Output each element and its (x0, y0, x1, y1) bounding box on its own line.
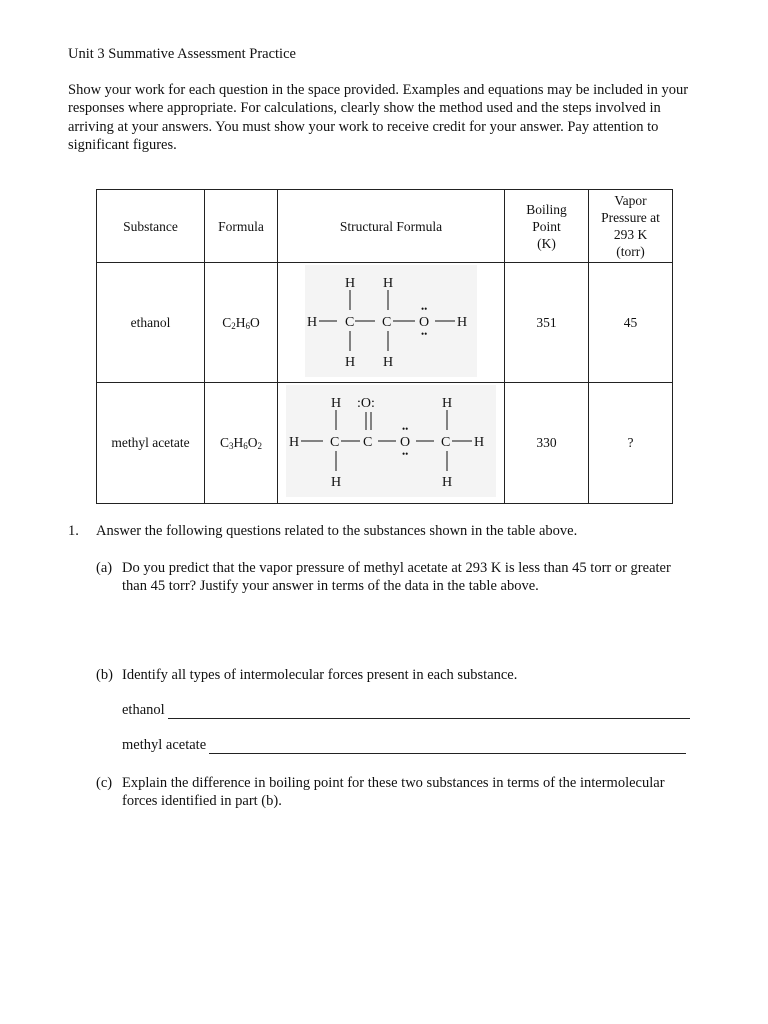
page-title: Unit 3 Summative Assessment Practice (68, 46, 296, 62)
atom-h: H (442, 475, 453, 490)
vapor-pressure: ? (589, 383, 673, 504)
part-label: (c) (96, 775, 113, 791)
question-number: 1. (68, 523, 79, 539)
atom-c: C (345, 314, 355, 330)
methyl-acetate-structure-diagram (286, 385, 496, 497)
atom-o: O (400, 435, 411, 450)
substance-table (96, 189, 673, 504)
instructions: Show your work for each question in the space provided. Examples and equations may be included in your responses where appropriate. For calculations, clearly show the method used and the steps involved in arriving at your answers. You must show your work to receive credit for your answer. Pay attention to significant figures. (68, 82, 689, 154)
header-vapor-pressure: Vapor Pressure at 293 K (torr) (589, 190, 673, 263)
atom-h: H (345, 354, 356, 370)
substance-name: ethanol (97, 263, 205, 383)
answer-blank[interactable] (168, 704, 690, 719)
atom-h: H (383, 275, 394, 291)
atom-c: C (441, 435, 451, 450)
lone-pair: •• (421, 303, 428, 314)
atom-c: C (330, 435, 340, 450)
vapor-pressure: 45 (589, 263, 673, 383)
atom-c: C (363, 435, 373, 450)
molecular-formula: $C_3H_6O_2$ (205, 383, 278, 504)
part-label: (a) (96, 560, 113, 576)
boiling-point: 330 (505, 383, 589, 504)
substance-name: methyl acetate (97, 383, 205, 504)
header-substance: Substance (97, 190, 205, 263)
ethanol-structure-diagram (305, 265, 477, 377)
table-row (97, 263, 673, 383)
lone-pair: •• (402, 449, 409, 459)
atom-h: H (474, 435, 485, 450)
atom-o: O (419, 314, 430, 330)
header-structural-formula: Structural Formula (278, 190, 505, 263)
header-boiling-point: Boiling Point (K) (505, 190, 589, 263)
atom-h: H (331, 396, 342, 411)
atom-h: H (442, 396, 453, 411)
atom-c: C (382, 314, 392, 330)
atom-h: H (289, 435, 300, 450)
answer-line-ethanol[interactable] (122, 702, 690, 719)
atom-h: H (307, 314, 318, 330)
carbonyl-oxygen: :O: (357, 396, 375, 411)
part-text: Explain the difference in boiling point for these two substances in terms of the intermolecular forces identified in part (b). (122, 775, 665, 809)
lone-pair: •• (421, 328, 428, 339)
header-formula: Formula (205, 190, 278, 263)
atom-h: H (457, 314, 468, 330)
question-text: Answer the following questions related to the substances shown in the table above. (96, 523, 578, 539)
structural-formula-methyl-acetate (278, 383, 505, 504)
table-header-row (97, 190, 673, 263)
part-label: (b) (96, 667, 113, 683)
molecular-formula: $C_2H_6O$ (205, 263, 278, 383)
atom-h: H (345, 275, 356, 291)
part-text: Do you predict that the vapor pressure of methyl acetate at 293 K is less than 45 torr or greater than 45 torr? Justify your answer in terms of the data in the table above. (122, 560, 671, 594)
boiling-point: 351 (505, 263, 589, 383)
atom-h: H (383, 354, 394, 370)
structural-formula-ethanol (278, 263, 505, 383)
answer-label: ethanol (122, 702, 165, 718)
atom-h: H (331, 475, 342, 490)
answer-blank[interactable] (209, 739, 686, 754)
part-text: Identify all types of intermolecular forces present in each substance. (122, 667, 518, 683)
answer-line-methyl-acetate[interactable] (122, 737, 686, 754)
lone-pair: •• (402, 424, 409, 434)
table-row (97, 383, 673, 504)
answer-label: methyl acetate (122, 737, 207, 753)
